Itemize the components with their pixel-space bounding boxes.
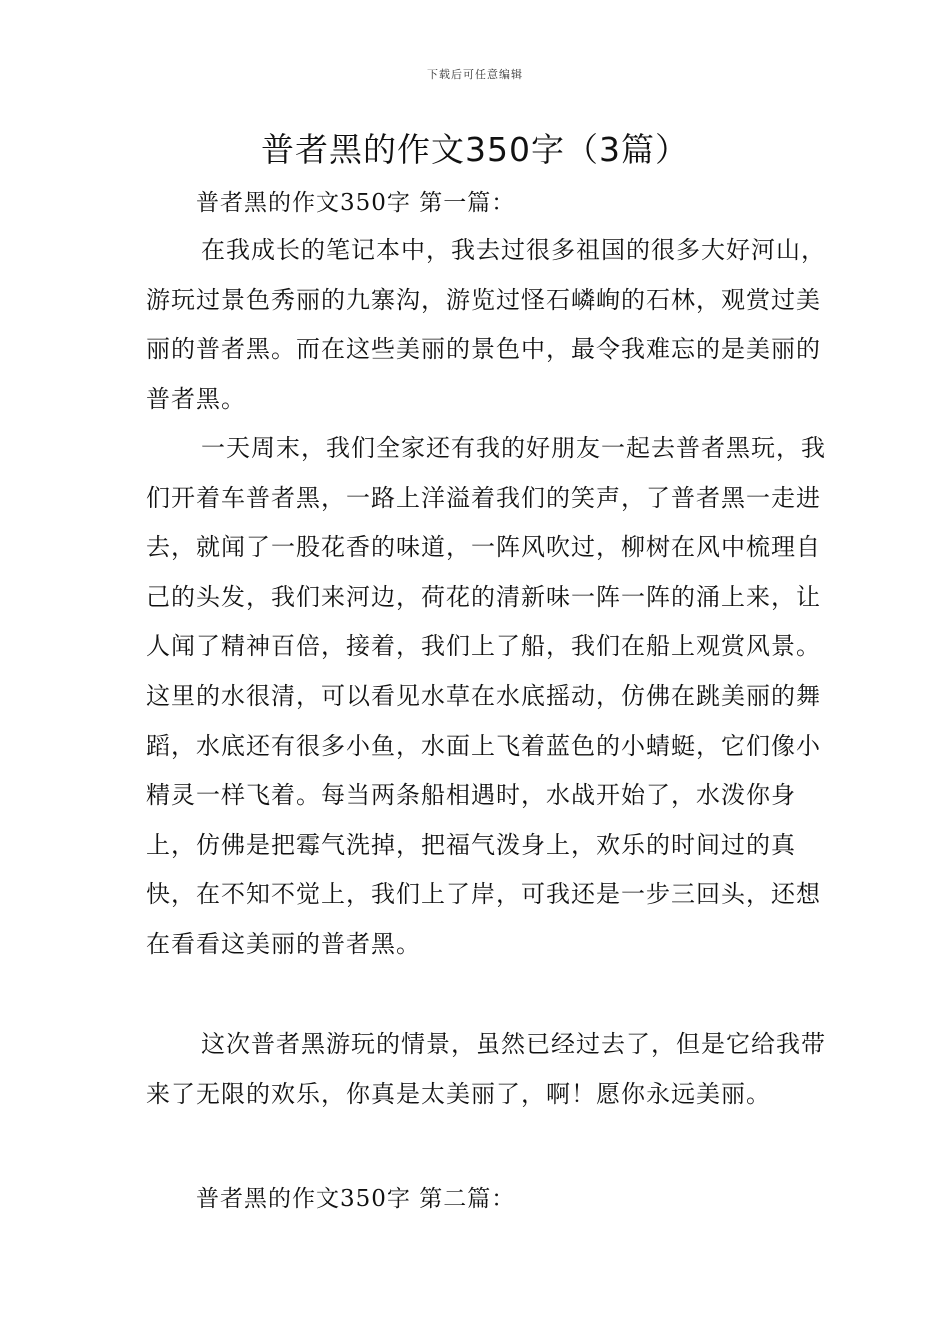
paragraph-2: 一天周末，我们全家还有我的好朋友一起去普者黑玩，我们开着车普者黑，一路上洋溢着我们的笑声，了普者黑一走进去，就闻了一股花香的味道，一阵风吹过，柳树在风中梳理自己的头发，我们来河边，荷花的清新味一阵一阵的涌上来，让人闻了精神百倍，接着，我们上了船，我们在船上观赏风景。这里的水很清，可以看见水草在水底摇动，仿佛在跳美丽的舞蹈，水底还有很多小鱼，水面上飞着蓝色的小蜻蜓，它们像小精灵一样飞着。每当两条船相遇时，水战开始了，水泼你身上，仿佛是把霉气洗掉，把福气泼身上，欢乐的时间过的真快，在不知不觉上，我们上了岸，可我还是一步三回头，还想在看看这美丽的普者黑。 — [146, 434, 826, 958]
section-heading-1: 普者黑的作文350字 第一篇： — [196, 190, 516, 216]
paragraph-1: 在我成长的笔记本中，我去过很多祖国的很多大好河山，游玩过景色秀丽的九寨沟，游览过怪石嶙峋的石林，观赏过美丽的普者黑。而在这些美丽的景色中，最令我难忘的是美丽的普者黑。 — [146, 236, 826, 413]
section-heading-2: 普者黑的作文350字 第二篇： — [196, 1186, 516, 1212]
paragraph-3: 这次普者黑游玩的情景，虽然已经过去了，但是它给我带来了无限的欢乐，你真是太美丽了，啊！愿你永远美丽。 — [146, 1030, 826, 1108]
document-title: 普者黑的作文350字（3篇） — [261, 130, 689, 169]
header-note: 下载后可任意编辑 — [427, 68, 523, 81]
